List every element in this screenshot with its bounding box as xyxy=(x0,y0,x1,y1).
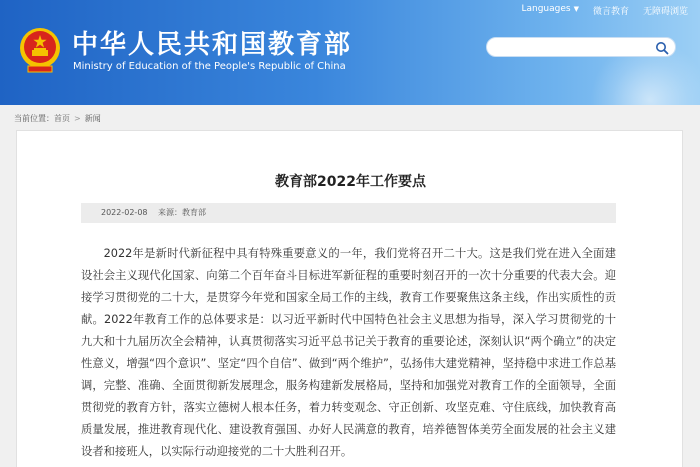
breadcrumb-separator: > xyxy=(74,114,81,123)
breadcrumb-home[interactable]: 首页 xyxy=(54,114,70,123)
article-meta xyxy=(81,203,616,223)
languages-menu[interactable] xyxy=(521,4,579,17)
site-header xyxy=(0,0,700,105)
breadcrumb xyxy=(14,113,101,124)
breadcrumb-current[interactable]: 新闻 xyxy=(84,114,101,123)
article-date: 2022-02-08 xyxy=(101,208,148,217)
article-container xyxy=(16,130,683,467)
national-emblem-icon[interactable] xyxy=(18,26,62,74)
languages-label: Languages xyxy=(521,4,571,14)
search-box xyxy=(486,37,676,57)
top-links xyxy=(521,4,688,17)
caret-down-icon: ▼ xyxy=(573,5,579,13)
weibo-link[interactable]: 微言教育 xyxy=(592,7,629,17)
search-icon[interactable] xyxy=(655,41,669,55)
site-subtitle: Ministry of Education of the People's Republic of China xyxy=(73,61,346,72)
search-input[interactable] xyxy=(497,40,651,56)
accessibility-link[interactable]: 无障碍浏览 xyxy=(642,7,688,17)
site-title[interactable]: 中华人民共和国教育部 xyxy=(72,30,353,60)
breadcrumb-prefix: 当前位置： xyxy=(14,114,54,123)
article-title: 教育部2022年工作要点 xyxy=(275,174,426,190)
article-source: 来源：教育部 xyxy=(158,208,207,217)
article-paragraph: 2022年是新时代新征程中具有特殊重要意义的一年，我们党将召开二十大。这是我们党在进入全面建设社会主义现代化国家、向第二个百年奋斗目标进军新征程的重要时刻召开的一次十分重要的代表大会。迎接学习贯彻党的二十大，是贯穿今年党和国家全局工作的主线，教育工作要聚焦这条主线，作出实质性的贡献。2022年教育工作的总体要求是：以习近平新时代中国特色社会主义思想为指导，深入学习贯彻党的十九大和十九届历次全会精神，认真贯彻落实习近平总书记关于教育的重要论述，深刻认识“两个确立”的决定性意义，增强“四个意识”、坚定“四个自信”、做到“两个维护”，弘扬伟大建党精神，坚持稳中求进工作总基调，完整、准确、全面贯彻新发展理念，服务构建新发展格局，坚持和加强党对教育工作的全面领导，全面贯彻党的教育方针，落实立德树人根本任务，着力转变观念、守正创新、攻坚克难、守住底线，加快教育高质量发展，推进教育现代化、建设教育强国、办好人民满意的教育，培养德智体美劳全面发展的社会主义建设者和接班人，以实际行动迎接党的二十大胜利召开。 xyxy=(81,247,616,458)
